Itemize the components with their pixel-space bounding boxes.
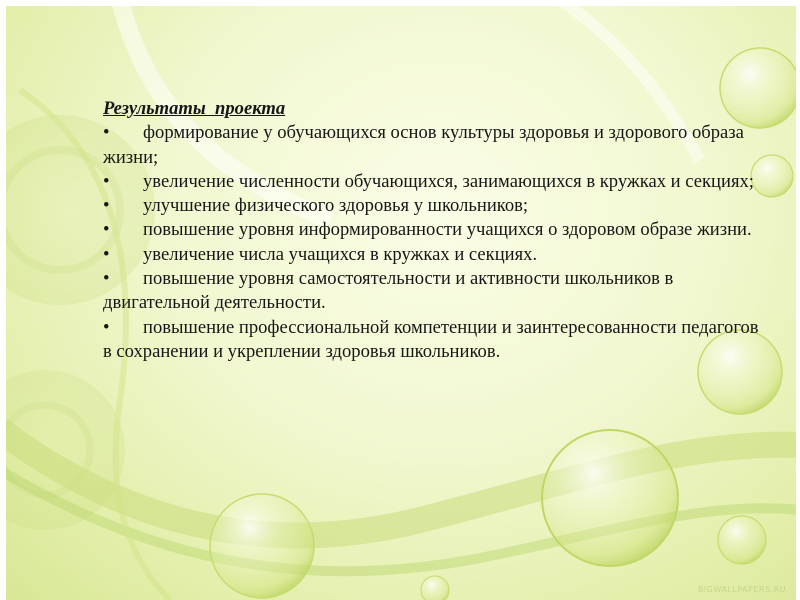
list-item [103, 316, 763, 365]
list-item [103, 170, 763, 194]
list-item-text: повышение уровня самостоятельности и активности школьников в двигательной деятельности. [103, 268, 674, 314]
list-item [103, 243, 763, 267]
bullet-icon: • [103, 195, 110, 217]
list-item-text: повышение уровня информированности учащихся о здоровом образе жизни. [143, 219, 752, 241]
watermark: BIGWALLPAPERS.RU [697, 585, 786, 594]
list-item [103, 218, 763, 242]
list-item [103, 194, 763, 218]
list-item-text: увеличение числа учащихся в кружках и секциях. [143, 243, 538, 265]
bullet-icon: • [103, 316, 110, 338]
bullet-icon: • [103, 268, 110, 290]
frame-edge [0, 0, 800, 6]
bubble [210, 494, 314, 598]
list-item-text: увеличение численности обучающихся, занимающихся в кружках и секциях; [143, 170, 754, 192]
bullet-icon: • [103, 170, 110, 192]
bullet-icon: • [103, 219, 110, 241]
frame-edge [0, 0, 6, 600]
list-item-text: формирование у обучающихся основ культуры здоровья и здорового образа жизни; [103, 122, 744, 168]
bubble [421, 576, 449, 600]
slide-title: Результаты проекта [103, 98, 286, 119]
list-item [103, 267, 763, 316]
list-item [103, 121, 763, 170]
slide-content [103, 97, 763, 364]
list-item-text: улучшение физического здоровья у школьников; [143, 195, 529, 217]
frame-edge [796, 0, 800, 600]
list-item-text: повышение профессиональной компетенции и заинтересованности педагогов в сохранении и укреплении здоровья школьников. [103, 316, 759, 362]
bullet-icon: • [103, 243, 110, 265]
bubble [542, 430, 678, 566]
bullet-icon: • [103, 122, 110, 144]
bubble [718, 516, 766, 564]
